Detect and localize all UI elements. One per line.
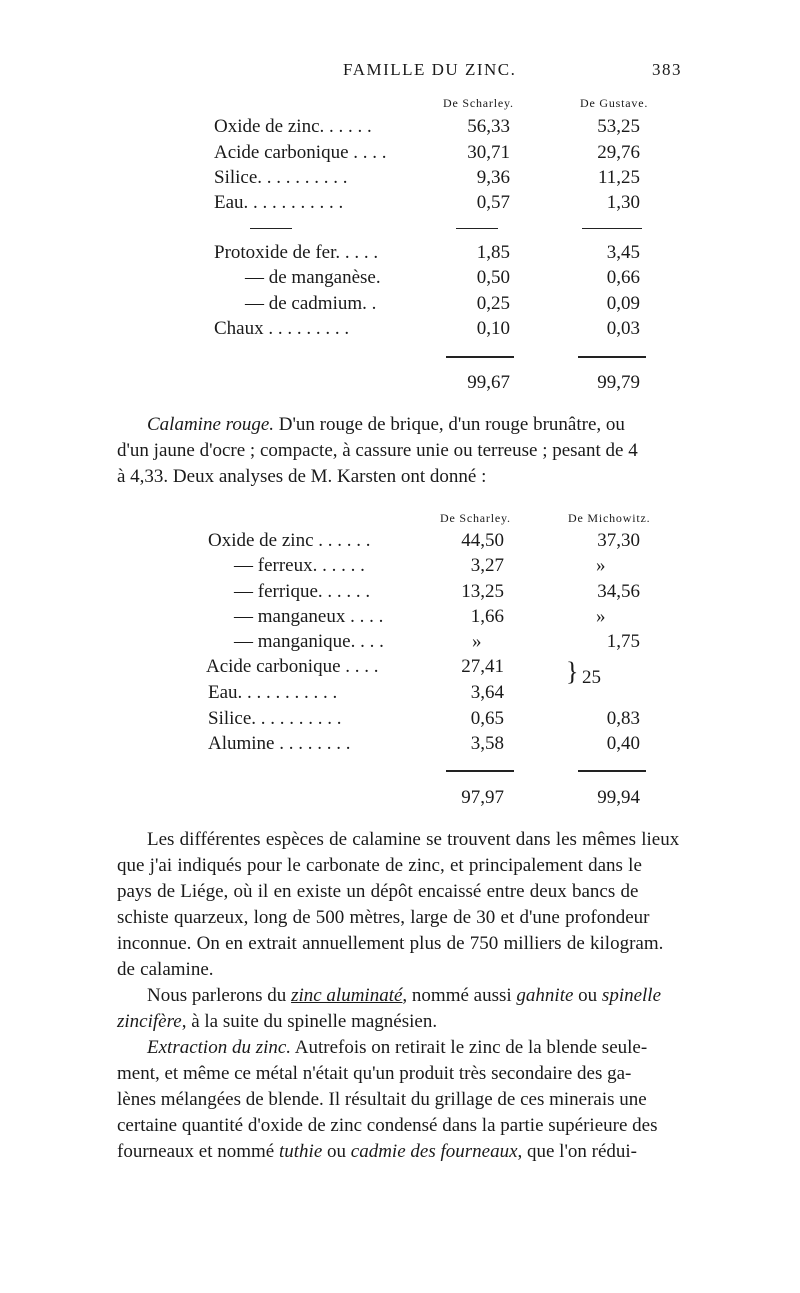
table-cell: 1,75: [606, 631, 640, 652]
row-label: Eau. . . . . . . . . . .: [208, 682, 338, 703]
page-number: 383: [652, 60, 682, 79]
row-label: — manganeux . . . .: [234, 606, 384, 627]
italic-term: Extraction du zinc.: [147, 1037, 292, 1058]
total-rule: [578, 770, 646, 772]
row-label: Acide carbonique . . . .: [206, 656, 379, 677]
table-cell: 0,66: [606, 267, 640, 288]
text-fragment: , à la suite du spinelle magnésien.: [181, 1011, 438, 1032]
text-line: inconnue. On en extrait annuellement plus de 750 milliers de kilogram.: [117, 933, 664, 954]
table-cell: 0,65: [470, 708, 504, 729]
table-cell: 3,27: [470, 555, 504, 576]
text-fragment: ou: [327, 1141, 347, 1162]
text-line: pays de Liége, où il en existe un dépôt encaissé entre deux bancs de: [117, 881, 639, 902]
table-cell: 0,57: [476, 192, 510, 213]
table-cell: 37,30: [597, 530, 640, 551]
text-line: certaine quantité d'oxide de zinc condensé dans la partie supérieure des: [117, 1115, 658, 1136]
italic-term: spinelle: [601, 985, 662, 1006]
rule: [456, 228, 498, 229]
column-total: 97,97: [461, 787, 504, 808]
text-fragment: ou: [578, 985, 598, 1006]
table-cell: 0,83: [606, 708, 640, 729]
table-cell: 0,03: [606, 318, 640, 339]
brace-icon: }: [566, 657, 579, 686]
rule: [582, 228, 642, 229]
text-line: lènes mélangées de blende. Il résultait du grillage de ces minerais une: [117, 1089, 647, 1110]
text-line: ment, et même ce métal n'était qu'un produit très secondaire des ga-: [117, 1063, 632, 1084]
italic-term: gahnite: [516, 985, 574, 1006]
table-cell: 1,30: [606, 192, 640, 213]
text-line: D'un rouge de brique, d'un rouge brunâtre, ou: [278, 414, 625, 435]
table-cell: 56,33: [467, 116, 510, 137]
table-cell: 44,50: [461, 530, 504, 551]
text-fragment: , nommé aussi: [402, 985, 512, 1006]
column-header: De Scharley.: [443, 96, 514, 110]
italic-term: cadmie des fourneaux: [350, 1141, 518, 1162]
table-cell: 3,64: [470, 682, 504, 703]
column-total: 99,79: [597, 372, 640, 393]
row-label: Eau. . . . . . . . . . .: [214, 192, 344, 213]
italic-term: Calamine rouge.: [147, 414, 275, 435]
total-rule: [578, 356, 646, 358]
row-label: — de manganèse.: [245, 267, 381, 288]
table-cell: 0,09: [606, 293, 640, 314]
row-label: Chaux . . . . . . . . .: [214, 318, 350, 339]
column-header: De Michowitz.: [568, 511, 651, 525]
text-fragment: fourneaux et nommé: [117, 1141, 275, 1162]
row-label: Silice. . . . . . . . . .: [214, 167, 348, 188]
column-header: De Scharley.: [440, 511, 511, 525]
row-label: — de cadmium. .: [245, 293, 377, 314]
text-fragment: Autrefois on retirait le zinc de la blende seule-: [294, 1037, 648, 1058]
row-label: Oxide de zinc. . . . . .: [214, 116, 372, 137]
text-line: de calamine.: [117, 959, 214, 980]
paragraph-calamine-rouge: [117, 412, 687, 490]
text-line: à 4,33. Deux analyses de M. Karsten ont donné :: [117, 466, 487, 487]
text-line: Les différentes espèces de calamine se trouvent dans les mêmes lieux: [147, 829, 680, 850]
table-cell: 25: [582, 667, 601, 688]
row-label: — manganique. . . .: [234, 631, 384, 652]
column-total: 99,67: [467, 372, 510, 393]
table-cell: 1,85: [476, 242, 510, 263]
column-header: De Gustave.: [580, 96, 649, 110]
column-total: 99,94: [597, 787, 640, 808]
row-label: — ferrique. . . . . .: [234, 581, 371, 602]
paragraph-extraction: [117, 1035, 687, 1165]
table-cell: 11,25: [597, 167, 640, 188]
table-cell: 30,71: [467, 142, 510, 163]
italic-term: zinc aluminaté: [291, 985, 403, 1006]
text-fragment: , que l'on rédui-: [517, 1141, 638, 1162]
text-line: schiste quarzeux, long de 500 mètres, large de 30 et d'une profondeur: [117, 907, 650, 928]
text-fragment: Nous parlerons du: [147, 985, 287, 1006]
table-cell: 3,45: [606, 242, 640, 263]
table-cell: 0,25: [476, 293, 510, 314]
running-title: FAMILLE DU ZINC.: [343, 60, 517, 79]
row-label: Alumine . . . . . . . .: [208, 733, 351, 754]
row-label: Oxide de zinc . . . . . .: [208, 530, 371, 551]
table-cell: 3,58: [470, 733, 504, 754]
table-cell: 53,25: [597, 116, 640, 137]
italic-term: zincifère: [117, 1011, 182, 1032]
table-cell: 29,76: [597, 142, 640, 163]
paragraph-especes: [117, 827, 687, 983]
table-cell: 13,25: [461, 581, 504, 602]
text-line: d'un jaune d'ocre ; compacte, à cassure unie ou terreuse ; pesant de 4: [117, 440, 638, 461]
row-label: — ferreux. . . . . .: [234, 555, 365, 576]
table-cell: 0,50: [476, 267, 510, 288]
rule: [250, 228, 292, 229]
table-cell: 0,40: [606, 733, 640, 754]
total-rule: [446, 770, 514, 772]
total-rule: [446, 356, 514, 358]
table-cell: 1,66: [470, 606, 504, 627]
paragraph-gahnite: [117, 983, 687, 1035]
table-cell: 0,10: [476, 318, 510, 339]
italic-term: tuthie: [278, 1141, 323, 1162]
table-cell: »: [596, 606, 606, 627]
table-cell: 34,56: [597, 581, 640, 602]
row-label: Acide carbonique . . . .: [214, 142, 387, 163]
table-cell: »: [596, 555, 606, 576]
table-cell: »: [472, 631, 482, 652]
row-label: Protoxide de fer. . . . .: [214, 242, 379, 263]
table-cell: 9,36: [476, 167, 510, 188]
text-line: que j'ai indiqués pour le carbonate de zinc, et principalement dans le: [117, 855, 642, 876]
row-label: Silice. . . . . . . . . .: [208, 708, 342, 729]
table-cell: 27,41: [461, 656, 504, 677]
